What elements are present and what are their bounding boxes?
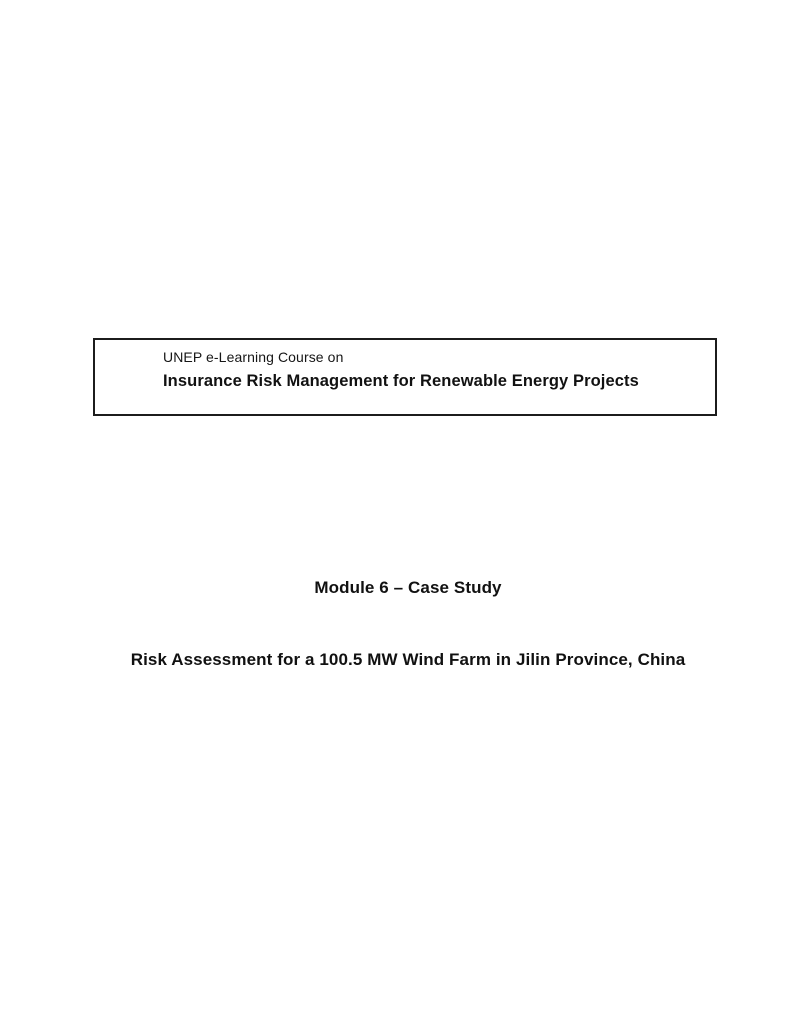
- course-title: Insurance Risk Management for Renewable Energy Projects: [163, 372, 639, 390]
- module-heading: Module 6 – Case Study: [314, 578, 502, 597]
- course-header-content: [95, 340, 715, 392]
- course-intro-line: UNEP e-Learning Course on: [163, 349, 344, 365]
- course-header-box: [93, 338, 717, 416]
- case-study-title: Risk Assessment for a 100.5 MW Wind Farm in Jilin Province, China: [130, 650, 686, 669]
